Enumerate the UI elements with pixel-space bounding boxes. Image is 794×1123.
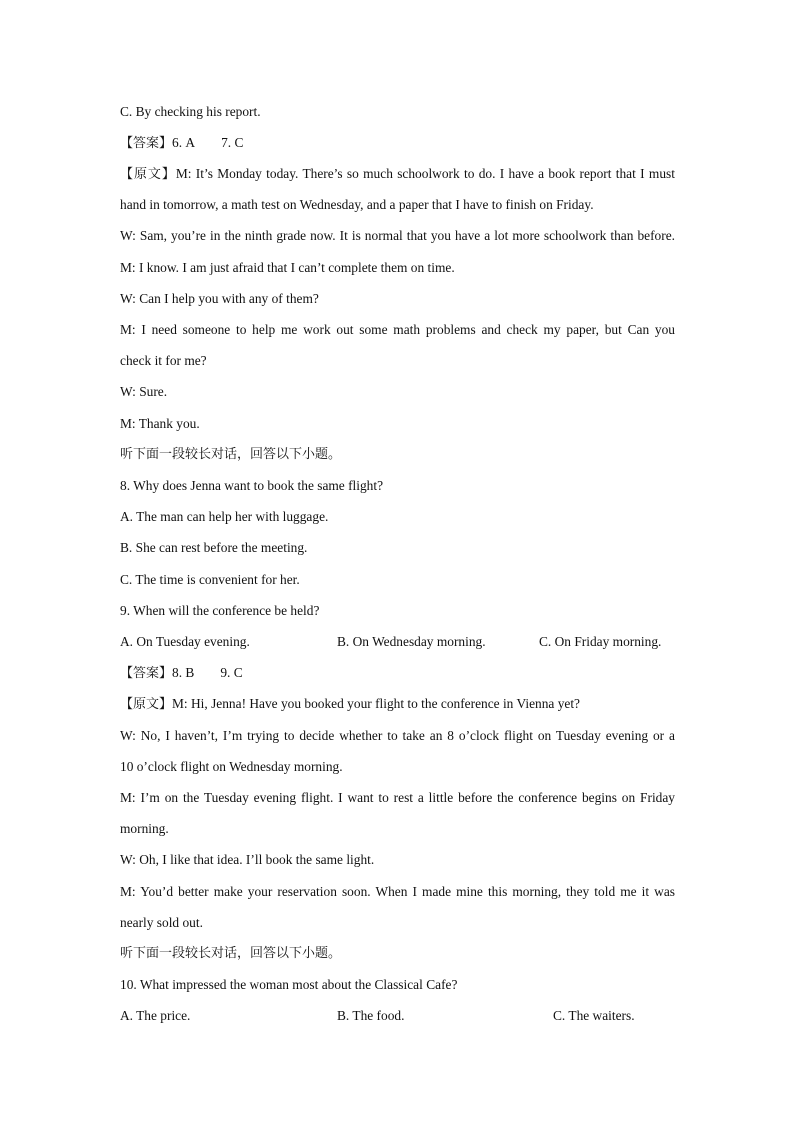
- transcript-line: M: I need someone to help me work out some math problems and check my paper, but Can you: [120, 322, 675, 337]
- answer-tag: 【答案】: [120, 136, 173, 151]
- transcript-line: morning.: [120, 821, 169, 836]
- section-instruction: 听下面一段较长对话，回答以下小题。: [120, 447, 342, 462]
- transcript-line: [120, 165, 675, 184]
- option-b-q9: B. On Wednesday morning.: [337, 634, 486, 649]
- section-instruction: 听下面一段较长对话，回答以下小题。: [120, 946, 342, 961]
- option-b-q10: B. The food.: [337, 1008, 405, 1023]
- answer-tag: 【答案】: [120, 666, 173, 681]
- answer-7: 7. C: [221, 135, 244, 150]
- transcript-line: W: Oh, I like that idea. I’ll book the same light.: [120, 852, 375, 867]
- option-a-q8: A. The man can help her with luggage.: [120, 509, 329, 524]
- option-c-q9: C. On Friday morning.: [539, 634, 662, 649]
- question-10: 10. What impressed the woman most about the Classical Cafe?: [120, 977, 458, 992]
- transcript-line: [120, 695, 675, 714]
- transcript-line: 10 o’clock flight on Wednesday morning.: [120, 759, 343, 774]
- question-9: 9. When will the conference be held?: [120, 603, 320, 618]
- answer-9: 9. C: [220, 665, 243, 680]
- transcript-line: M: I’m on the Tuesday evening flight. I want to rest a little before the conference begins on Friday: [120, 790, 675, 805]
- transcript-line: hand in tomorrow, a math test on Wednesday, and a paper that I have to finish on Friday.: [120, 197, 594, 212]
- option-b-q8: B. She can rest before the meeting.: [120, 540, 308, 555]
- answer-8: 8. B: [172, 665, 195, 680]
- transcript-line: M: I know. I am just afraid that I can’t complete them on time.: [120, 260, 455, 275]
- transcript-tag: 【原文】: [120, 697, 173, 712]
- transcript-line: check it for me?: [120, 353, 207, 368]
- transcript-line: M: Thank you.: [120, 416, 200, 431]
- transcript-line: W: Sam, you’re in the ninth grade now. It is normal that you have a lot more schoolwork than before.: [120, 228, 675, 243]
- option-a-q10: A. The price.: [120, 1008, 191, 1023]
- question-8: 8. Why does Jenna want to book the same flight?: [120, 478, 384, 493]
- transcript-tag: 【原文】: [120, 167, 176, 182]
- option-c-q8: C. The time is convenient for her.: [120, 572, 300, 587]
- answer-line-6-7: [120, 134, 675, 153]
- transcript-line: nearly sold out.: [120, 915, 203, 930]
- transcript-text: M: Hi, Jenna! Have you booked your flight to the conference in Vienna yet?: [172, 696, 580, 711]
- transcript-text: M: It’s Monday today. There’s so much schoolwork to do. I have a book report that I must: [175, 166, 675, 181]
- transcript-line: W: Sure.: [120, 384, 168, 399]
- transcript-line: M: You’d better make your reservation soon. When I made mine this morning, they told me it was: [120, 884, 675, 899]
- option-a-q9: A. On Tuesday evening.: [120, 634, 250, 649]
- option-c-q7: C. By checking his report.: [120, 104, 261, 119]
- transcript-line: W: Can I help you with any of them?: [120, 291, 319, 306]
- option-c-q10: C. The waiters.: [553, 1008, 635, 1023]
- transcript-line: W: No, I haven’t, I’m trying to decide whether to take an 8 o’clock flight on Tuesday evening or a: [120, 728, 675, 743]
- answer-line-8-9: [120, 664, 675, 683]
- answer-6: 6. A: [172, 135, 196, 150]
